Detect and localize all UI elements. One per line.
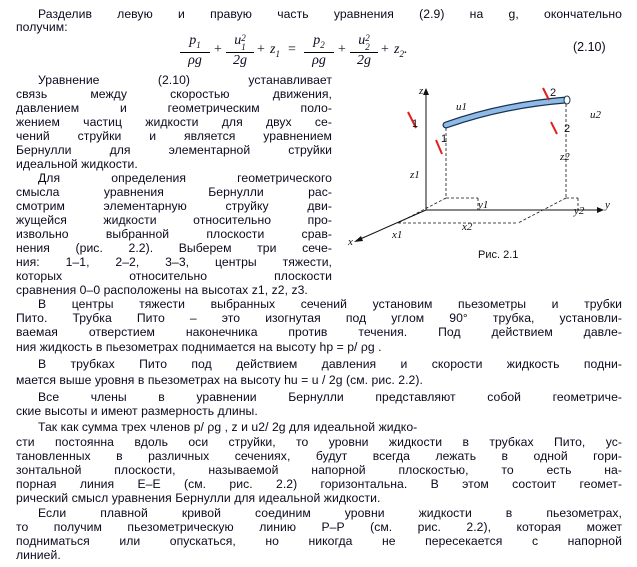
para2-line-1: Для определения геометрического [38, 171, 332, 185]
u1-label: u1 [456, 101, 467, 113]
para5-line-1: Все члены в уравнении Бернулли представляют собой геометриче- [38, 390, 622, 404]
para6-line-2: сти постоянна вдоль оси струйки, то уровни жидкости в трубках Пито, ус- [16, 435, 622, 449]
z2-term: $z_2$. [394, 42, 408, 59]
para1-line-1: Уравнение (2.10) устанавливает [38, 73, 332, 87]
x2-label: x2 [462, 221, 473, 233]
para4-line-2: мается выше уровня в пьезометрах на высоту hu = u / 2g (см. рис. 2.2). [16, 373, 423, 387]
para1-line-2: связь между скоростью движения, [16, 87, 332, 101]
y-axis-label: y [605, 199, 610, 211]
para3-line-1: В центры тяжести выбранных сечений установим пьезометры и трубки [38, 297, 622, 311]
para3-line-2: Пито. Трубка Пито – это изогнутая под углом 90° трубка, установли- [16, 311, 622, 325]
para6-line-4: зонтальной плоскости, называемой напорной плоскостью, то есть на- [16, 463, 622, 477]
x1-label: x1 [392, 229, 403, 241]
para3-line-3: ваемая отверстием наконечника против течения. Под действием давле- [16, 325, 622, 339]
section-1-top-label: 1 [412, 118, 419, 130]
para2-line-7: ния: 1–1, 2–2, 3–3, центры тяжести, [16, 255, 332, 269]
x-axis-label: x [348, 236, 353, 248]
para2-line-5: извольно выбранной плоскости срав- [16, 227, 332, 241]
para7-line-3: подниматься или опускаться, но никогда не пересекается с напорной [16, 534, 622, 548]
y2-label: y2 [574, 205, 585, 217]
section-2-lower-mark [551, 122, 557, 134]
bernoulli-equation: $\frac{p_1}{\rho g}$ + u2 1 2g + $z_1$ = $\frac{p_2}{\rho g}$ + u2 2 2g + $z_2$. [180, 34, 440, 70]
para5-line-2: ские высоты и имеют размерность длины. [16, 404, 258, 418]
figure-stream-tube [338, 80, 628, 270]
para1-line-5: чений струйки и является уравнением [16, 129, 332, 143]
fraction-p1: $\frac{p_1}{\rho g}$ [180, 34, 210, 68]
z-axis-label: z [419, 85, 424, 97]
para1-line-7: идеальной жидкости. [16, 157, 138, 171]
z1-label: z1 [410, 169, 420, 181]
para7-line-1: Если плавной кривой соединим уровни жидкости в пьезометрах, [38, 506, 622, 520]
para2-line-8: которых относительно плоскости [16, 269, 332, 283]
fraction-u1: u2 1 2g [226, 34, 254, 68]
para2-line-3: смотрим элементарную струйку дви- [16, 199, 332, 213]
para6-line-6: рический смысл уравнения Бернулли для идеальной жидкости. [16, 491, 381, 505]
para2-line-6: нения (рис. 2.2). Выберем три сече- [16, 241, 332, 255]
para6-line-3: тановленных в различных сечениях, будут всегда лежать в одной гори- [16, 449, 622, 463]
fraction-p2: $\frac{p_2}{\rho g}$ [304, 34, 334, 68]
para3-line-4: ния жидкость в пьезометрах поднимается на высоту hp = p/ ρg . [16, 340, 382, 354]
section-2-top-label: 2 [550, 87, 557, 99]
z2-label: z2 [560, 151, 570, 163]
para1-line-3: давлением и геометрическим поло- [16, 101, 332, 115]
para2-line-4: жущейся жидкости относительно про- [16, 213, 332, 227]
para7-line-4: линией. [16, 548, 61, 562]
fraction-u2: u2 2 2g [350, 34, 378, 68]
equation-number: (2.10) [573, 40, 606, 54]
para1-line-6: Бернулли для элементарной струйки [16, 143, 332, 157]
u2-label: u2 [590, 109, 601, 121]
para6-line-1: Так как сумма трех членов p/ ρg , z и u2/ 2g для идеальной жидко- [38, 420, 418, 434]
para2-line-2: смысла уравнения Бернулли рас- [16, 185, 332, 199]
y1-label: y1 [478, 199, 489, 211]
section-1-bottom-label: 1 [441, 133, 448, 145]
section-2-bottom-label: 2 [564, 123, 571, 135]
section-2-upper-mark [543, 88, 549, 100]
para1-line-4: жением частиц жидкости для двух се- [16, 115, 332, 129]
figure-caption: Рис. 2.1 [478, 249, 519, 261]
intro-line-1: Разделив левую и правую часть уравнения (2.9) на g, окончательно [38, 7, 622, 21]
z1-term: $z_1$ [270, 42, 280, 59]
para6-line-5: порная линия Е–Е (см. рис. 2.2) горизонтальна. В этом состоит геомет- [16, 477, 622, 491]
para2-line-9: сравнения 0–0 расположены на высотах z1, z2, z3. [16, 283, 308, 297]
para4-line-1: В трубках Пито под действием давления и скорости жидкость подни- [38, 357, 622, 371]
para7-line-2: то получим пьезометрическую линию Р–Р (см. рис. 2.2), которая может [16, 520, 622, 534]
intro-line-2: получим: [16, 20, 68, 34]
